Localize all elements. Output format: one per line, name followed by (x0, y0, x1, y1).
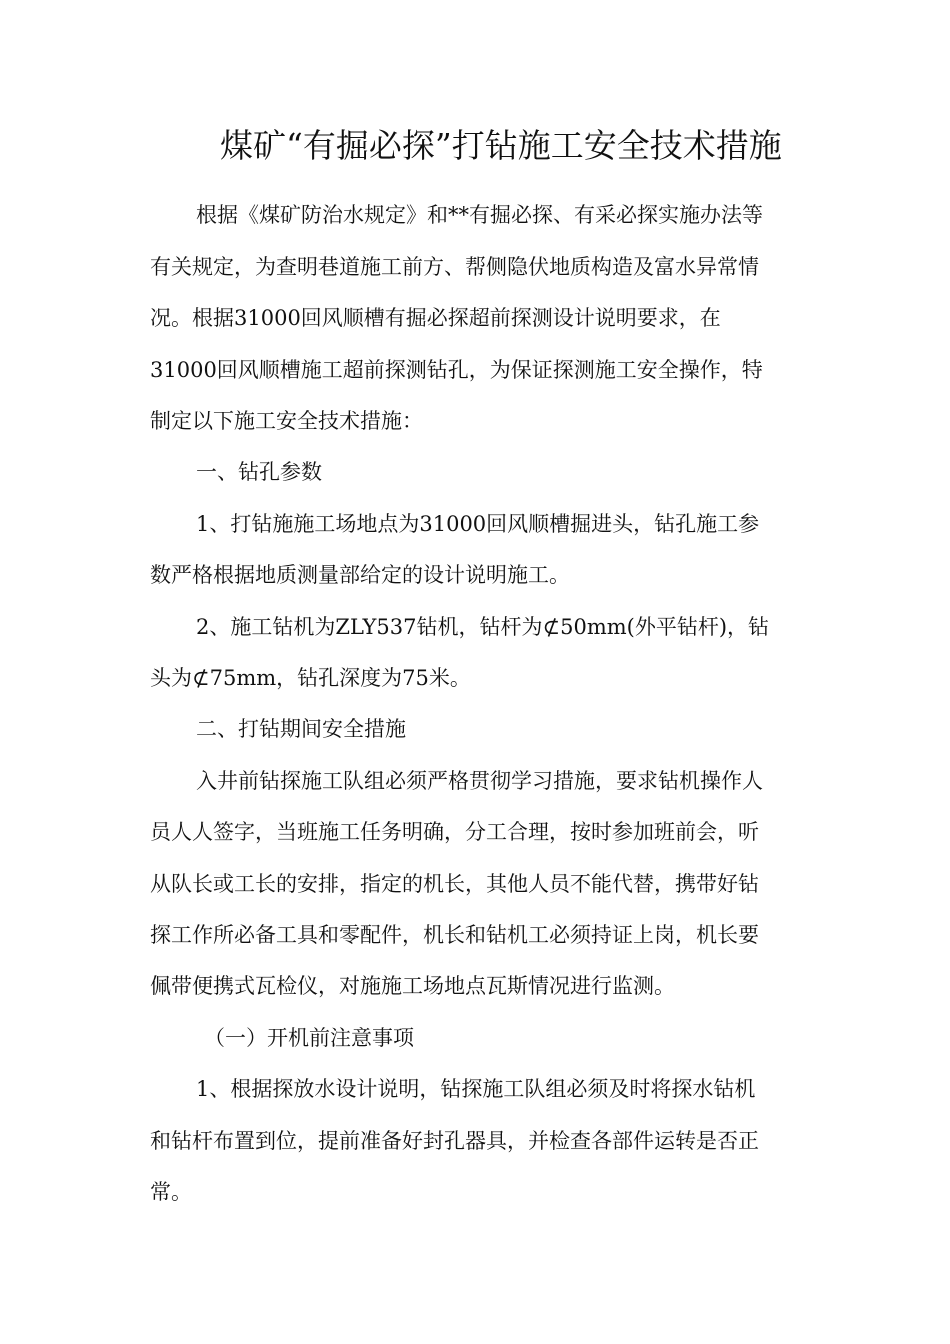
paragraph-line: 和钻杆布置到位，提前准备好封孔器具，并检查各部件运转是否正 (150, 1129, 759, 1153)
paragraph-line: 头为⊄75mm，钻孔深度为75米。 (150, 666, 471, 690)
paragraph-line: 根据《煤矿防治水规定》和**有掘必探、有采必探实施办法等 (196, 203, 763, 227)
paragraph-line: 31000回风顺槽施工超前探测钻孔，为保证探测施工安全操作，特 (150, 358, 763, 382)
paragraph-line: 况。根据31000回风顺槽有掘必探超前探测设计说明要求，在 (150, 306, 721, 330)
paragraph-line: 有关规定，为查明巷道施工前方、帮侧隐伏地质构造及富水异常情 (150, 255, 759, 279)
paragraph-line: 探工作所必备工具和零配件，机长和钻机工必须持证上岗，机长要 (150, 923, 759, 947)
paragraph-line: 1、根据探放水设计说明，钻探施工队组必须及时将探水钻机 (196, 1077, 756, 1101)
paragraph-line: 常。 (150, 1180, 192, 1204)
document-title: 煤矿“有掘必探”打钻施工安全技术措施 (220, 126, 782, 165)
subsection-heading: （一）开机前注意事项 (204, 1026, 414, 1050)
paragraph-line: 数严格根据地质测量部给定的设计说明施工。 (150, 563, 570, 587)
section-heading: 一、钻孔参数 (196, 460, 322, 484)
paragraph-line: 入井前钻探施工队组必须严格贯彻学习措施，要求钻机操作人 (196, 769, 763, 793)
paragraph-line: 员人人签字，当班施工任务明确，分工合理，按时参加班前会，听 (150, 820, 759, 844)
paragraph-line: 从队长或工长的安排，指定的机长，其他人员不能代替，携带好钻 (150, 872, 759, 896)
section-heading: 二、打钻期间安全措施 (196, 717, 406, 741)
paragraph-line: 1、打钻施施工场地点为31000回风顺槽掘进头，钻孔施工参 (196, 512, 760, 536)
paragraph-line: 佩带便携式瓦检仪，对施施工场地点瓦斯情况进行监测。 (150, 974, 675, 998)
paragraph-line: 2、施工钻机为ZLY537钻机，钻杆为⊄50mm(外平钻杆)，钻 (196, 615, 770, 639)
paragraph-line: 制定以下施工安全技术措施： (150, 409, 423, 433)
